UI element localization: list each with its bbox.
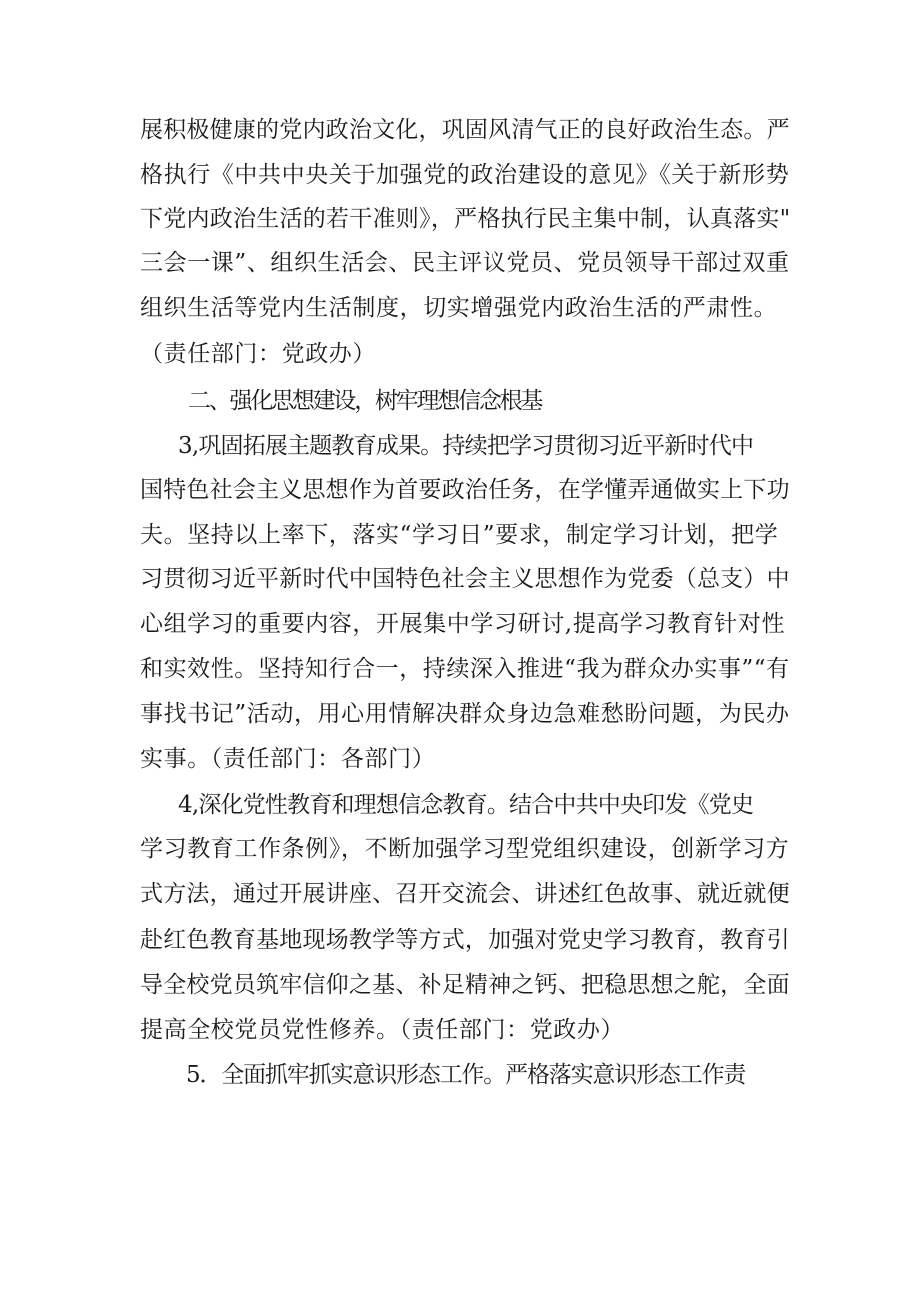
text-line: 和实效性。坚持知行合一，持续深入推进“我为群众办实事”“有 xyxy=(140,656,790,682)
text-line: 导全校党员筑牢信仰之基、补足精神之钙、把稳思想之舵，全面 xyxy=(140,972,790,998)
text-line: 3,巩固拓展主题教育成果。持续把学习贯彻习近平新时代中 xyxy=(178,433,754,459)
text-line: 心组学习的重要内容，开展集中学习研讨,提高学习教育针对性 xyxy=(140,611,786,637)
text-line: 展积极健康的党内政治文化，巩固风清气正的良好政治生态。严 xyxy=(140,117,790,143)
text-line: 4,深化党性教育和理想信念教育。结合中共中央印发《党史 xyxy=(178,792,754,818)
text-line: 国特色社会主义思想作为首要政治任务，在学懂弄通做实上下功 xyxy=(140,477,790,503)
text-line: 下党内政治生活的若干准则》，严格执行民主集中制，认真落实" xyxy=(140,206,791,232)
text-line: 实事。（责任部门：各部门） xyxy=(140,746,436,772)
text-line: 5．全面抓牢抓实意识形态工作。严格落实意识形态工作责 xyxy=(186,1062,746,1088)
text-line: 事找书记”活动，用心用情解决群众身边急难愁盼问题，为民办 xyxy=(140,701,790,727)
text-line: 组织生活等党内生活制度，切实增强党内政治生活的严肃性。 xyxy=(140,295,778,321)
text-line: 三会一课”、组织生活会、民主评议党员、党员领导干部过双重 xyxy=(140,250,790,276)
text-line: 式方法，通过开展讲座、召开交流会、讲述红色故事、就近就便 xyxy=(140,881,790,907)
text-line: 学习教育工作条例》，不断加强学习型党组织建设，创新学习方 xyxy=(140,836,790,862)
text-line: 提高全校党员党性修养。（责任部门：党政办） xyxy=(140,1017,625,1043)
text-line: 习贯彻习近平新时代中国特色社会主义思想作为党委（总支）中 xyxy=(140,566,790,592)
section-heading: 二、强化思想建设，树牢理想信念根基 xyxy=(188,388,542,414)
text-line: 赴红色教育基地现场教学等方式，加强对党史学习教育，教育引 xyxy=(140,927,790,953)
text-line: 夫。坚持以上率下，落实“学习日”要求，制定学习计划，把学 xyxy=(140,522,779,548)
text-line: 格执行《中共中央关于加强党的政治建设的意见》《关于新形势 xyxy=(140,162,790,188)
text-line: （责任部门：党政办） xyxy=(140,341,376,367)
